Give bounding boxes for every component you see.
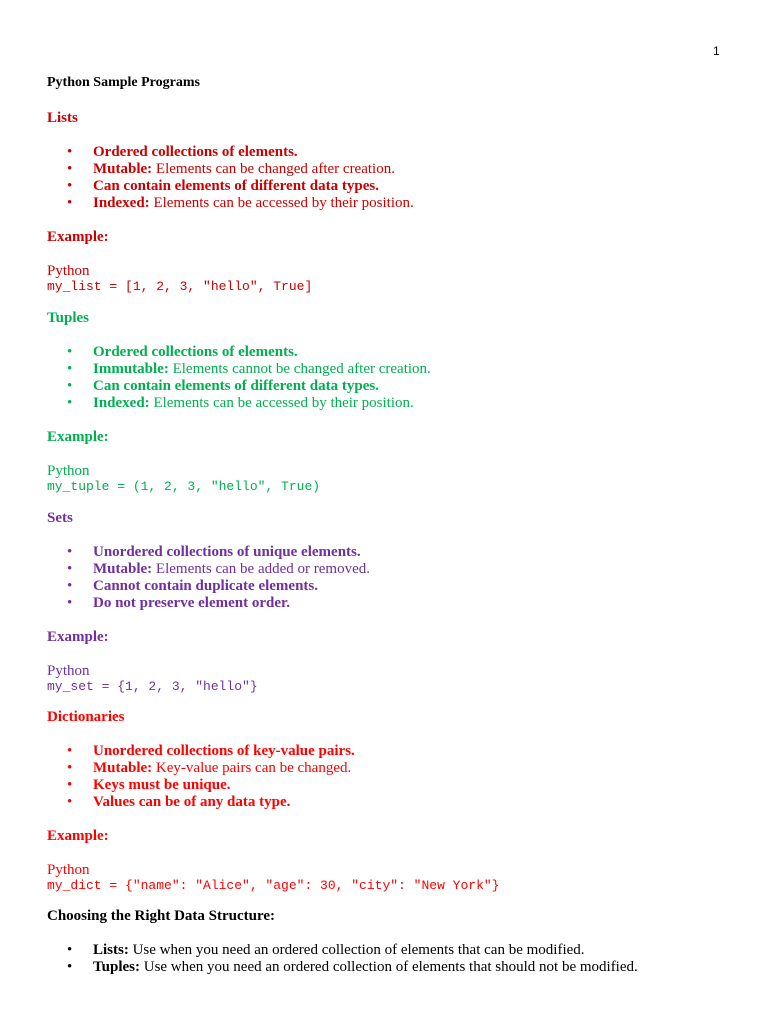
list-item: [47, 144, 747, 161]
item-text: Use when you need an ordered collection of elements that can be modified.: [128, 942, 585, 958]
section-dictionaries: [47, 709, 747, 893]
section-tuples: [47, 310, 747, 494]
item-text: Elements can be added or removed.: [152, 561, 371, 577]
bullet-icon: •: [67, 595, 73, 611]
bullet-icon: •: [67, 794, 73, 810]
section-choosing: [47, 908, 747, 976]
code-language-label: Python: [47, 263, 90, 279]
list-item: [47, 760, 747, 777]
bullet-list: [47, 544, 747, 612]
list-item: [47, 595, 747, 612]
item-bold-text: Mutable:: [93, 760, 153, 776]
code-language-label: Python: [47, 862, 90, 878]
list-item: [47, 361, 747, 378]
list-item: [47, 794, 747, 811]
item-text: Elements cannot be changed after creation.: [168, 361, 431, 377]
item-bold-text: Unordered collections of key-value pairs.: [93, 743, 355, 759]
bullet-icon: •: [67, 959, 73, 975]
item-text: Elements can be accessed by their position.: [149, 195, 414, 211]
example-label: Example:: [47, 429, 109, 445]
example-label: Example:: [47, 629, 109, 645]
list-item: [47, 395, 747, 412]
example-label: Example:: [47, 828, 109, 844]
list-item: [47, 378, 747, 395]
list-item: [47, 195, 747, 212]
code-language-label: Python: [47, 663, 90, 679]
bullet-list: [47, 743, 747, 811]
code-snippet: my_dict = {"name": "Alice", "age": 30, "city": "New York"}: [47, 878, 500, 893]
item-bold-text: Indexed:: [93, 395, 150, 411]
bullet-icon: •: [67, 378, 73, 394]
item-text: Use when you need an ordered collection of elements that should not be modified.: [139, 959, 638, 975]
example-label: Example:: [47, 229, 109, 245]
bullet-icon: •: [67, 760, 73, 776]
item-text: Elements can be accessed by their position.: [149, 395, 414, 411]
page-number: 1: [713, 44, 720, 58]
bullet-icon: •: [67, 578, 73, 594]
item-bold-text: Cannot contain duplicate elements.: [93, 578, 318, 594]
item-bold-text: Can contain elements of different data types.: [93, 378, 379, 394]
list-item: [47, 777, 747, 794]
list-item: [47, 942, 747, 959]
section-sets: [47, 510, 747, 694]
item-bold-text: Values can be of any data type.: [93, 794, 291, 810]
item-bold-text: Mutable:: [93, 161, 153, 177]
code-language-label: Python: [47, 463, 90, 479]
list-item: [47, 161, 747, 178]
list-item: [47, 743, 747, 760]
item-bold-text: Can contain elements of different data types.: [93, 178, 379, 194]
item-text: Key-value pairs can be changed.: [152, 760, 352, 776]
item-bold-text: Mutable:: [93, 561, 153, 577]
section-heading: Choosing the Right Data Structure:: [47, 908, 276, 924]
section-heading: Lists: [47, 110, 78, 126]
bullet-list: [47, 144, 747, 212]
code-snippet: my_list = [1, 2, 3, "hello", True]: [47, 279, 313, 294]
bullet-icon: •: [67, 395, 73, 411]
code-snippet: my_set = {1, 2, 3, "hello"}: [47, 679, 258, 694]
item-bold-text: Lists:: [93, 942, 129, 958]
section-heading: Sets: [47, 510, 73, 526]
bullet-icon: •: [67, 361, 73, 377]
bullet-icon: •: [67, 195, 73, 211]
item-text: Elements can be changed after creation.: [152, 161, 395, 177]
bullet-icon: •: [67, 743, 73, 759]
item-bold-text: Indexed:: [93, 195, 150, 211]
bullet-icon: •: [67, 777, 73, 793]
item-bold-text: Do not preserve element order.: [93, 595, 291, 611]
bullet-icon: •: [67, 178, 73, 194]
item-bold-text: Ordered collections of elements.: [93, 344, 298, 360]
list-item: [47, 578, 747, 595]
bullet-icon: •: [67, 144, 73, 160]
bullet-list: [47, 942, 747, 976]
bullet-icon: •: [67, 942, 73, 958]
section-heading: Dictionaries: [47, 709, 125, 725]
code-snippet: my_tuple = (1, 2, 3, "hello", True): [47, 479, 321, 494]
item-bold-text: Keys must be unique.: [93, 777, 231, 793]
list-item: [47, 544, 747, 561]
section-heading: Tuples: [47, 310, 89, 326]
bullet-icon: •: [67, 544, 73, 560]
list-item: [47, 561, 747, 578]
list-item: [47, 178, 747, 195]
bullet-icon: •: [67, 344, 73, 360]
document-title: Python Sample Programs: [47, 75, 200, 90]
bullet-icon: •: [67, 561, 73, 577]
item-bold-text: Immutable:: [93, 361, 169, 377]
list-item: [47, 959, 747, 976]
bullet-icon: •: [67, 161, 73, 177]
bullet-list: [47, 344, 747, 412]
item-bold-text: Ordered collections of elements.: [93, 144, 298, 160]
item-bold-text: Tuples:: [93, 959, 140, 975]
item-bold-text: Unordered collections of unique elements.: [93, 544, 361, 560]
section-lists: [47, 110, 747, 294]
list-item: [47, 344, 747, 361]
